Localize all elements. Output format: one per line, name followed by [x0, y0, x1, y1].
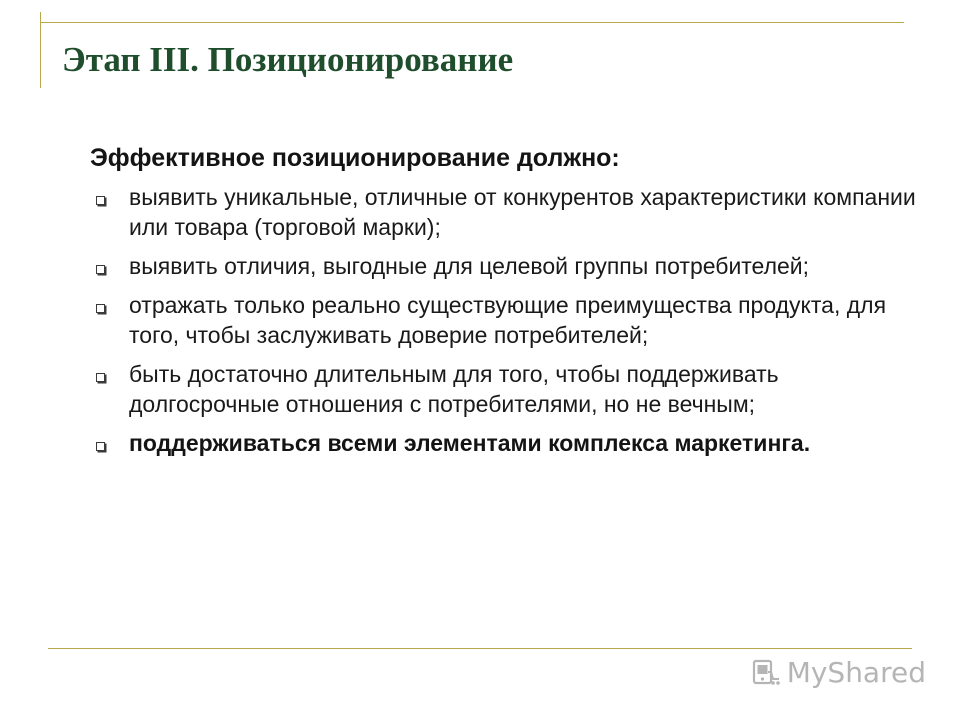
square-bullet-icon: [96, 373, 105, 382]
top-rule: [40, 22, 904, 23]
bullet-text: выявить уникальные, отличные от конкурентов характеристики компании или товара (торговой марки);: [129, 184, 916, 240]
watermark: [751, 656, 926, 689]
bullet-text: быть достаточно длительным для того, чтобы поддерживать долгосрочные отношения с потребителями, но не вечным;: [129, 361, 779, 417]
bullet-item: [96, 182, 916, 242]
square-bullet-icon: [96, 304, 105, 313]
bullet-text: выявить отличия, выгодные для целевой группы потребителей;: [129, 253, 810, 279]
square-bullet-icon: [96, 196, 105, 205]
square-bullet-icon: [96, 442, 105, 451]
square-bullet-icon: [96, 265, 105, 274]
bullet-text: отражать только реально существующие преимущества продукта, для того, чтобы заслуживать доверие потребителей;: [129, 292, 887, 348]
watermark-text: MyShared: [786, 656, 926, 689]
mobile-cart-icon: [751, 658, 781, 688]
bullet-list: [96, 182, 916, 467]
bottom-rule: [48, 648, 912, 649]
bullet-item: [96, 290, 916, 350]
bullet-item: [96, 251, 916, 281]
slide-subtitle: Эффективное позиционирование должно:: [90, 144, 620, 172]
bullet-text: поддерживаться всеми элементами комплекса маркетинга.: [129, 430, 811, 456]
slide-title: Этап III. Позиционирование: [62, 40, 514, 79]
bullet-item: [96, 359, 916, 419]
left-rule: [40, 12, 41, 88]
bullet-item: [96, 428, 916, 458]
